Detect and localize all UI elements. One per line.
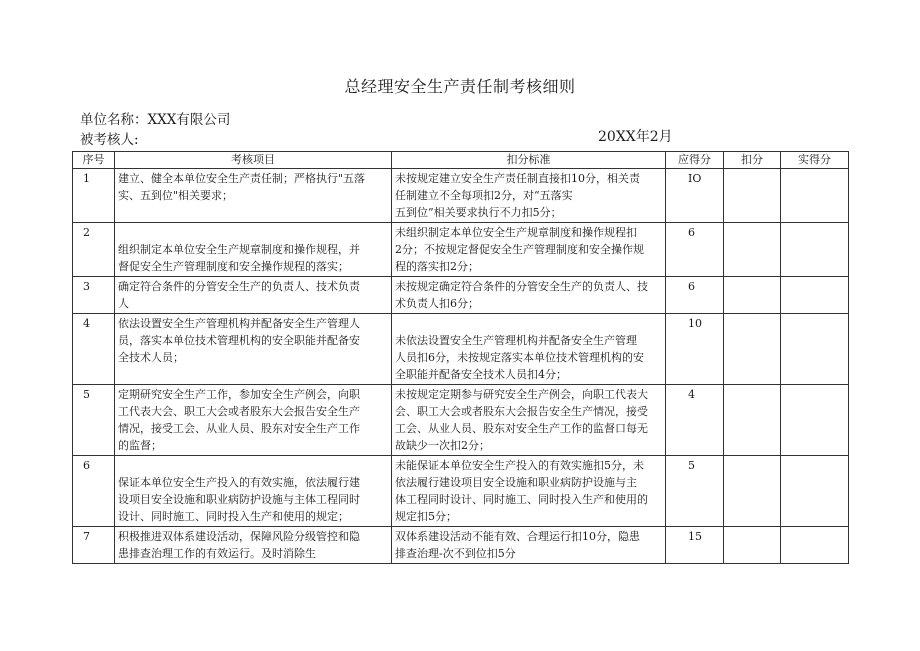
- row-no: 3: [73, 277, 115, 314]
- row-deduction: [724, 385, 781, 456]
- row-actual: [781, 169, 849, 223]
- row-score: 5: [666, 456, 724, 527]
- row-standard: 未组织制定本单位安全生产规章制度和操作规程扣 2分；不按规定督促安全生产管理制度和安全操作规 程的落实扣2分；: [392, 223, 666, 277]
- row-standard: 未按规定建立安全生产责任制直接扣10分，相关责 任制建立不全每项扣2分，对“五落实 五到位”相关要求执行不力扣5分；: [392, 169, 666, 223]
- header-score: 应得分: [666, 152, 724, 169]
- table-row: [73, 169, 849, 223]
- header-actual: 实得分: [781, 152, 849, 169]
- table-row: [73, 223, 849, 277]
- row-deduction: [724, 277, 781, 314]
- row-no: 5: [73, 385, 115, 456]
- row-actual: [781, 223, 849, 277]
- row-item-cell: [115, 223, 392, 277]
- row-deduction: [724, 456, 781, 527]
- row-no: 2: [73, 223, 115, 277]
- row-item-cell: [115, 456, 392, 527]
- row-no: 6: [73, 456, 115, 527]
- assessment-date: 20XX年2月: [598, 129, 673, 145]
- assessment-table: [72, 151, 849, 564]
- row-score: 6: [666, 223, 724, 277]
- row-actual: [781, 456, 849, 527]
- row-actual: [781, 527, 849, 564]
- row-deduction: [724, 314, 781, 385]
- row-item: 保证本单位安全生产投入的有效实施，依法履行建 设项目安全设施和职业病防护设施与主体工程同时 设计、同时施工、同时投入生产和使用的规定；: [118, 476, 360, 523]
- table-row: [73, 456, 849, 527]
- document-title: 总经理安全生产责任制考核细则: [344, 77, 576, 96]
- header-item: 考核项目: [115, 152, 392, 169]
- row-score: 4: [666, 385, 724, 456]
- row-item: 建立、健全本单位安全生产责任制；严格执行"五落 实、五到位"相关要求；: [115, 169, 392, 223]
- header-deduction: 扣分: [724, 152, 781, 169]
- row-score: 6: [666, 277, 724, 314]
- row-deduction: [724, 169, 781, 223]
- row-standard-cell: [392, 314, 666, 385]
- row-score: 10: [666, 314, 724, 385]
- row-actual: [781, 277, 849, 314]
- row-deduction: [724, 527, 781, 564]
- table-row: [73, 385, 849, 456]
- row-item: 组织制定本单位安全生产规章制度和操作规程，并 督促安全生产管理制度和安全操作规程的落实；: [118, 243, 360, 273]
- header-no: 序号: [73, 152, 115, 169]
- row-no: 1: [73, 169, 115, 223]
- row-item: 积极推进双体系建设活动，保障风险分级管控和隐 患排查治理工作的有效运行。及时消除生: [115, 527, 392, 564]
- row-no: 4: [73, 314, 115, 385]
- table-row: [73, 527, 849, 564]
- row-standard: 未能保证本单位安全生产投入的有效实施扣5分，未 依法履行建设项目安全设施和职业病防护设施与主 体工程同时设计、同时施工、同时投入生产和使用的 规定扣5分；: [392, 456, 666, 527]
- row-no: 7: [73, 527, 115, 564]
- table-header-row: [73, 152, 849, 169]
- row-item: 依法设置安全生产管理机构并配备安全生产管理人 员，落实本单位技术管理机构的安全职能并配备安 全技术人员；: [115, 314, 392, 385]
- row-standard: 未按规定定期参与研究安全生产例会，向职工代表大 会、职工大会或者股东大会报告安全生产情况，接受 工会、从业人员、股东对安全生产工作的监督口每无 故缺少一次扣2分；: [392, 385, 666, 456]
- row-score: IO: [666, 169, 724, 223]
- row-standard: 未依法设置安全生产管理机构并配备安全生产管理 人员扣6分，未按规定落实本单位技术管理机构的安 全职能并配备安全技术人员扣4分；: [395, 334, 644, 381]
- row-item: 确定符合条件的分管安全生产的负责人、技术负责 人: [115, 277, 392, 314]
- row-standard: 未按规定确定符合条件的分管安全生产的负责人、技 术负责人扣6分；: [392, 277, 666, 314]
- unit-name-line: 单位名称：XXX有限公司: [80, 112, 231, 128]
- table-row: [73, 277, 849, 314]
- row-standard: 双体系建设活动不能有效、合理运行扣10分，隐患 排查治理-次不到位扣5分: [392, 527, 666, 564]
- row-deduction: [724, 223, 781, 277]
- assessee-line: 被考核人:: [80, 132, 139, 148]
- row-score: 15: [666, 527, 724, 564]
- row-item: 定期研究安全生产工作，参加安全生产例会，向职 工代表大会、职工大会或者股东大会报告安全生产 情况，接受工会、从业人员、股东对安全生产工作 的监督；: [115, 385, 392, 456]
- table-row: [73, 314, 849, 385]
- row-actual: [781, 385, 849, 456]
- header-standard: 扣分标准: [392, 152, 666, 169]
- row-actual: [781, 314, 849, 385]
